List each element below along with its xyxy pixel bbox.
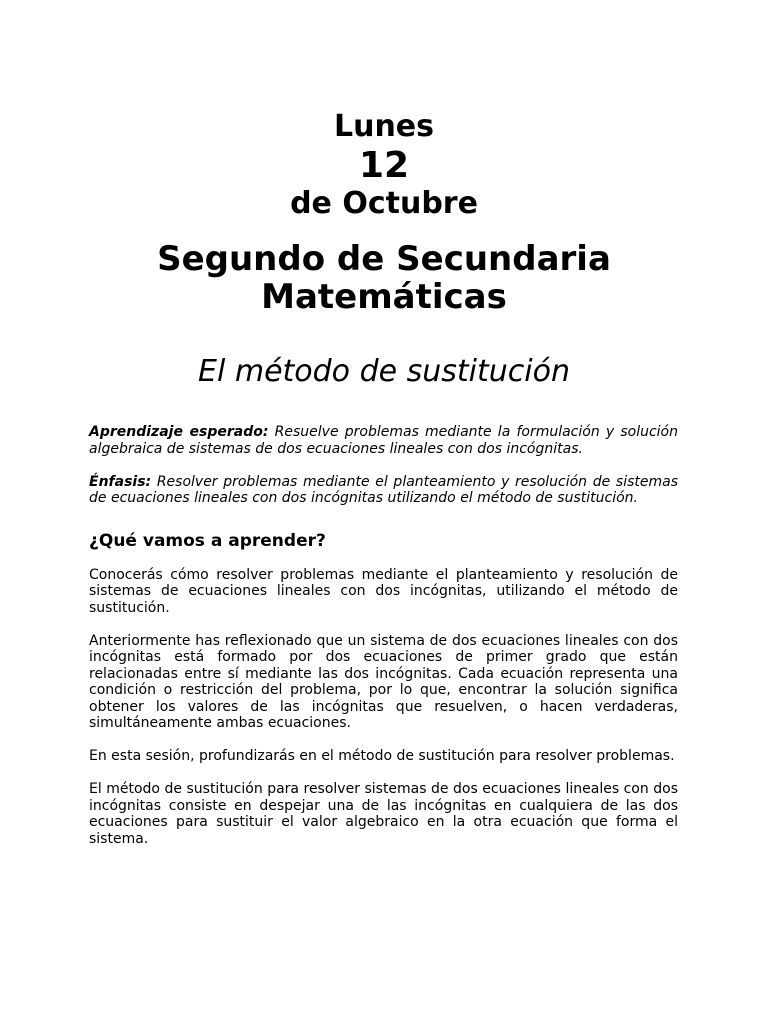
enfasis-paragraph: [89, 474, 678, 507]
topic-title: El método de sustitución: [198, 354, 570, 389]
enfasis-text: Resolver problemas mediante el planteamiento y resolución de sistemas de ecuaciones lineales con dos incógnitas utilizando el método de sustitución.: [89, 473, 678, 506]
document-body: [89, 424, 678, 864]
date-number: 12: [358, 145, 410, 186]
aprendizaje-text: Resuelve problemas mediante la formulación y solución algebraica de sistemas de dos ecuaciones lineales con dos incógnitas.: [89, 424, 678, 457]
grade-title: Segundo de Secundaria: [157, 239, 611, 279]
aprendizaje-paragraph: [89, 424, 678, 457]
day-name: Lunes: [333, 109, 435, 144]
aprendizaje-label: Aprendizaje esperado:: [89, 424, 269, 440]
enfasis-label: Énfasis:: [89, 473, 152, 490]
body-paragraph: Anteriormente has reflexionado que un sistema de dos ecuaciones lineales con dos incógnitas está formado por dos ecuaciones de primer grado que están relacionadas entre sí mediante las dos incógnitas. Cada ecuación representa una condición o restricción del problema, por lo que, encontrar la solución significa obtener los valores de las incógnitas que resuelven, o hacen verdaderas, simultáneamente ambas ecuaciones.: [89, 632, 678, 731]
body-paragraph: Conocerás cómo resolver problemas mediante el planteamiento y resolución de sistemas de ecuaciones lineales con dos incógnitas, utilizando el método de sustitución.: [89, 566, 678, 616]
subject-title: Matemáticas: [261, 277, 507, 317]
section-heading: ¿Qué vamos a aprender?: [89, 530, 326, 551]
body-paragraph: El método de sustitución para resolver sistemas de dos ecuaciones lineales con dos incógnitas consiste en despejar una de las incógnitas en cualquiera de las dos ecuaciones para sustituir el valor algebraico en la otra ecuación que forma el sistema.: [89, 781, 678, 847]
month-label: de Octubre: [290, 186, 478, 221]
date-header: [0, 108, 768, 222]
body-paragraph: En esta sesión, profundizarás en el método de sustitución para resolver problemas.: [89, 748, 675, 764]
course-titles: [0, 240, 768, 316]
